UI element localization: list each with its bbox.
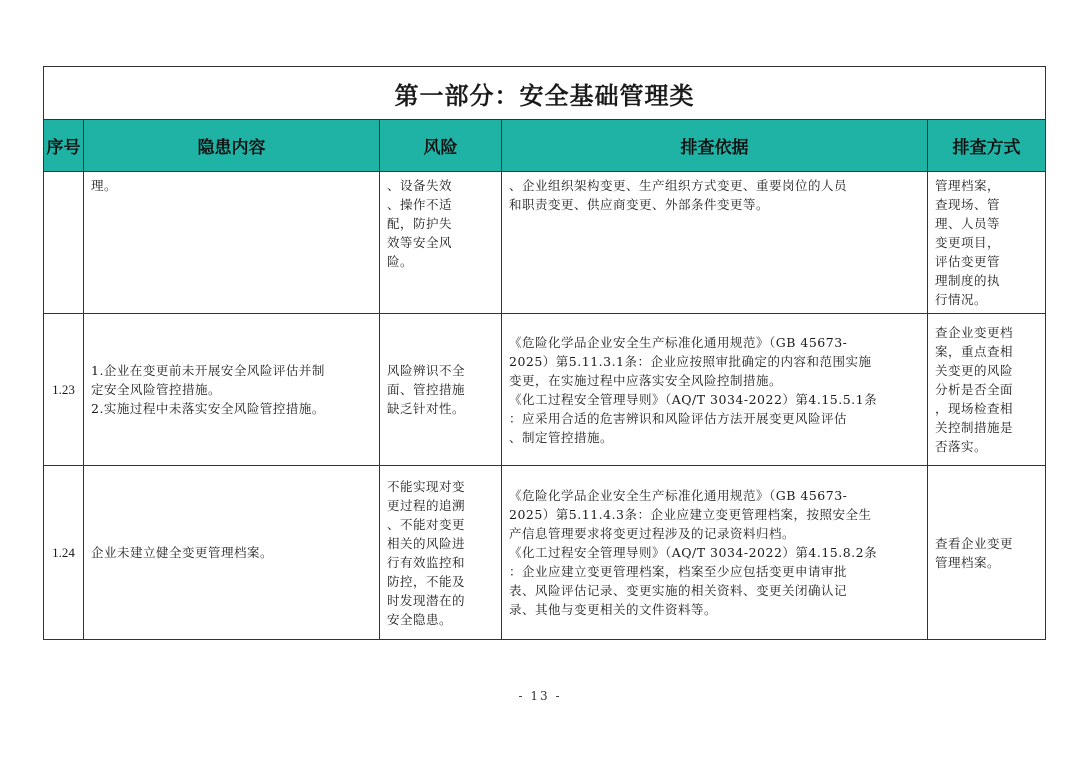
text-line: 相关的风险进 — [387, 535, 466, 551]
text-line: 管理档案。 — [935, 554, 1001, 570]
text-line: 《危险化学品企业安全生产标准化通用规范》（GB 45673- — [509, 488, 848, 503]
text-line: 变更项目， — [935, 235, 1001, 250]
text-line: ，现场检查相 — [935, 401, 1014, 416]
row-seq: 1.24 — [44, 466, 84, 640]
text-line: 理制度的执 — [935, 273, 1001, 288]
text-line: 、操作不适 — [387, 197, 453, 212]
row-hazard — [84, 466, 380, 640]
row-basis — [502, 172, 928, 314]
text-line: 安全隐患。 — [387, 611, 453, 627]
text-line: 缺乏针对性。 — [387, 401, 466, 416]
text-line: 和职责变更、供应商变更、外部条件变更等。 — [509, 197, 770, 212]
text-line: 不能实现对变 — [387, 478, 466, 494]
text-line: ：企业应建立变更管理档案，档案至少应包括变更申请审批 — [509, 564, 848, 579]
row-risk — [380, 172, 502, 314]
text-line: 理、人员等 — [935, 216, 1001, 231]
row-method — [928, 172, 1046, 314]
text-line: 企业未建立健全变更管理档案。 — [91, 545, 274, 560]
text-line: 1.企业在变更前未开展安全风险评估并制 — [91, 363, 325, 378]
text-line: 险。 — [387, 254, 414, 269]
text-line: 效等安全风 — [387, 235, 453, 250]
table-header-row — [44, 120, 1046, 172]
text-line: 录、其他与变更相关的文件资料等。 — [509, 602, 718, 617]
text-line: 2025）第5.11.4.3条：企业应建立变更管理档案，按照安全生 — [509, 507, 872, 522]
text-line: 行情况。 — [935, 292, 988, 307]
row-basis — [502, 466, 928, 640]
table-row — [44, 466, 1046, 640]
text-line: 、企业组织架构变更、生产组织方式变更、重要岗位的人员 — [509, 178, 848, 193]
text-line: 查看企业变更 — [935, 535, 1014, 551]
text-line: 《化工过程安全管理导则》（AQ/T 3034-2022）第4.15.5.1条 — [509, 391, 878, 407]
header-hazard: 隐患内容 — [84, 120, 380, 172]
text-line: 查现场、管 — [935, 197, 1001, 212]
text-line: 表、风险评估记录、变更实施的相关资料、变更关闭确认记 — [509, 583, 848, 598]
row-hazard — [84, 314, 380, 466]
row-hazard — [84, 172, 380, 314]
text-line: 配，防护失 — [387, 216, 453, 231]
text-line: 查企业变更档 — [935, 325, 1014, 340]
page-number: - 13 - — [518, 689, 562, 703]
section-title: 第一部分：安全基础管理类 — [44, 67, 1046, 120]
header-basis: 排查依据 — [502, 120, 928, 172]
text-line: 变更，在实施过程中应落实安全风险控制措施。 — [509, 372, 783, 388]
text-line: 行有效监控和 — [387, 554, 466, 570]
text-line: 否落实。 — [935, 439, 988, 454]
text-line: 《化工过程安全管理导则》（AQ/T 3034-2022）第4.15.8.2条 — [509, 545, 878, 560]
text-line: 产信息管理要求将变更过程涉及的记录资料归档。 — [509, 526, 796, 541]
text-line: 评估变更管 — [935, 254, 1001, 269]
text-line: 、不能对变更 — [387, 516, 466, 532]
text-line: 、设备失效 — [387, 178, 453, 193]
text-line: 《危险化学品企业安全生产标准化通用规范》（GB 45673- — [509, 334, 848, 350]
header-seq: 序号 — [44, 120, 84, 172]
text-line: 定安全风险管控措施。 — [91, 382, 222, 397]
text-line: 防控，不能及 — [387, 573, 466, 589]
text-line: 管理档案， — [935, 178, 1001, 193]
row-risk — [380, 466, 502, 640]
text-line: 分析是否全面 — [935, 382, 1014, 397]
table-row — [44, 314, 1046, 466]
text-line: 2025）第5.11.3.1条：企业应按照审批确定的内容和范围实施 — [509, 353, 872, 369]
text-line: 风险辨识不全 — [387, 363, 466, 378]
text-line: 更过程的追溯 — [387, 497, 466, 513]
text-line: 关控制措施是 — [935, 420, 1014, 435]
text-line: 2.实施过程中未落实安全风险管控措施。 — [91, 401, 325, 416]
text-line: 、制定管控措施。 — [509, 429, 614, 445]
hazard-table — [43, 66, 1046, 640]
row-method — [928, 314, 1046, 466]
row-seq — [44, 172, 84, 314]
text-line: ：应采用合适的危害辨识和风险评估方法开展变更风险评估 — [509, 410, 848, 426]
row-basis — [502, 314, 928, 466]
text-line: 面、管控措施 — [387, 382, 466, 397]
header-risk: 风险 — [380, 120, 502, 172]
text-line: 理。 — [91, 178, 118, 193]
text-line: 案，重点查相 — [935, 344, 1014, 359]
header-method: 排查方式 — [928, 120, 1046, 172]
row-seq: 1.23 — [44, 314, 84, 466]
row-risk — [380, 314, 502, 466]
table-row — [44, 172, 1046, 314]
text-line: 时发现潜在的 — [387, 592, 466, 608]
row-method — [928, 466, 1046, 640]
text-line: 关变更的风险 — [935, 363, 1014, 378]
